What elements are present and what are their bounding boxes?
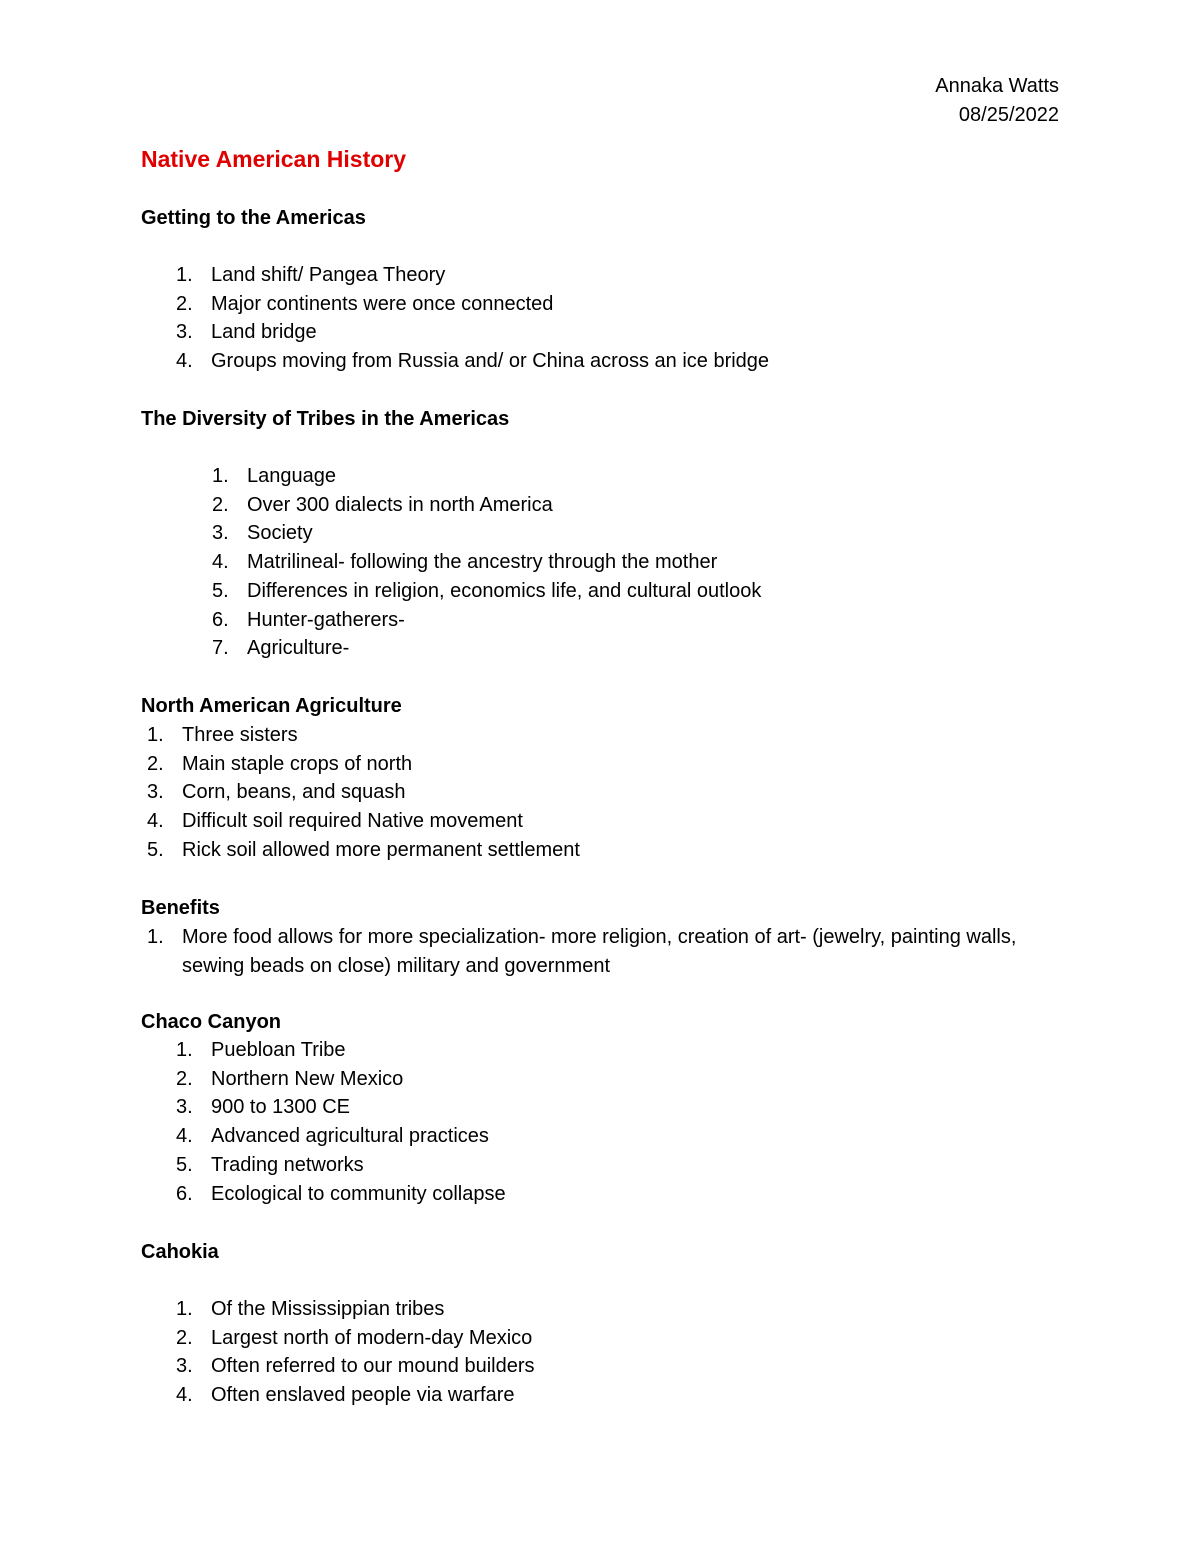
list-north-american-agriculture bbox=[147, 721, 580, 865]
list-item: 5. Trading networks bbox=[176, 1153, 364, 1176]
list-item: 1. Puebloan Tribe bbox=[176, 1039, 346, 1061]
list-cahokia bbox=[176, 1295, 535, 1410]
section-heading-getting-to-americas: Getting to the Americas bbox=[141, 207, 366, 229]
list-diversity-of-tribes bbox=[212, 462, 762, 663]
list-item: 7. Agriculture- bbox=[212, 637, 350, 660]
list-item: 2. Main staple crops of north bbox=[147, 752, 413, 775]
list-item: 1. Of the Mississippian tribes bbox=[176, 1298, 445, 1320]
list-item: 3. Corn, beans, and squash bbox=[147, 781, 406, 804]
list-item: 5. Rick soil allowed more permanent settlement bbox=[147, 838, 580, 861]
list-item: 1. More food allows for more specialization- more religion, creation of art- (jewelry, painting walls, sewing beads on close) military and government bbox=[147, 926, 1017, 977]
document-title: Native American History bbox=[141, 146, 407, 172]
list-item: 3. Society bbox=[212, 522, 313, 545]
list-item: 2. Over 300 dialects in north America bbox=[212, 493, 553, 516]
list-item: 4. Difficult soil required Native movement bbox=[147, 810, 523, 833]
list-item: 4. Often enslaved people via warfare bbox=[176, 1384, 515, 1407]
list-item: 4. Groups moving from Russia and/ or China across an ice bridge bbox=[176, 350, 770, 373]
document-date: 08/25/2022 bbox=[958, 104, 1059, 126]
list-benefits bbox=[147, 923, 1052, 980]
author-block bbox=[935, 72, 1059, 130]
section-heading-chaco-canyon: Chaco Canyon bbox=[141, 1011, 282, 1033]
list-item: 2. Major continents were once connected bbox=[176, 292, 554, 315]
list-item: 1. Land shift/ Pangea Theory bbox=[176, 264, 446, 286]
list-item: 6. Hunter-gatherers- bbox=[212, 608, 405, 631]
section-heading-diversity-of-tribes: The Diversity of Tribes in the Americas bbox=[141, 408, 510, 430]
list-item: 1. Three sisters bbox=[147, 724, 298, 746]
list-item: 3. Land bridge bbox=[176, 321, 317, 344]
list-item: 3. Often referred to our mound builders bbox=[176, 1355, 535, 1378]
list-item: 6. Ecological to community collapse bbox=[176, 1182, 506, 1205]
list-item: 3. 900 to 1300 CE bbox=[176, 1096, 350, 1119]
list-item: 2. Northern New Mexico bbox=[176, 1067, 404, 1090]
section-heading-benefits: Benefits bbox=[141, 897, 220, 919]
section-heading-cahokia: Cahokia bbox=[141, 1241, 219, 1263]
list-item: 5. Differences in religion, economics life, and cultural outlook bbox=[212, 579, 762, 602]
list-item: 2. Largest north of modern-day Mexico bbox=[176, 1326, 533, 1349]
list-item: 4. Advanced agricultural practices bbox=[176, 1125, 489, 1148]
list-item: 1. Language bbox=[212, 465, 336, 487]
list-chaco-canyon bbox=[176, 1036, 506, 1208]
section-heading-north-american-agriculture: North American Agriculture bbox=[141, 695, 402, 717]
list-getting-to-americas bbox=[176, 261, 770, 376]
author-name: Annaka Watts bbox=[935, 75, 1059, 97]
list-item: 4. Matrilineal- following the ancestry through the mother bbox=[212, 551, 718, 574]
